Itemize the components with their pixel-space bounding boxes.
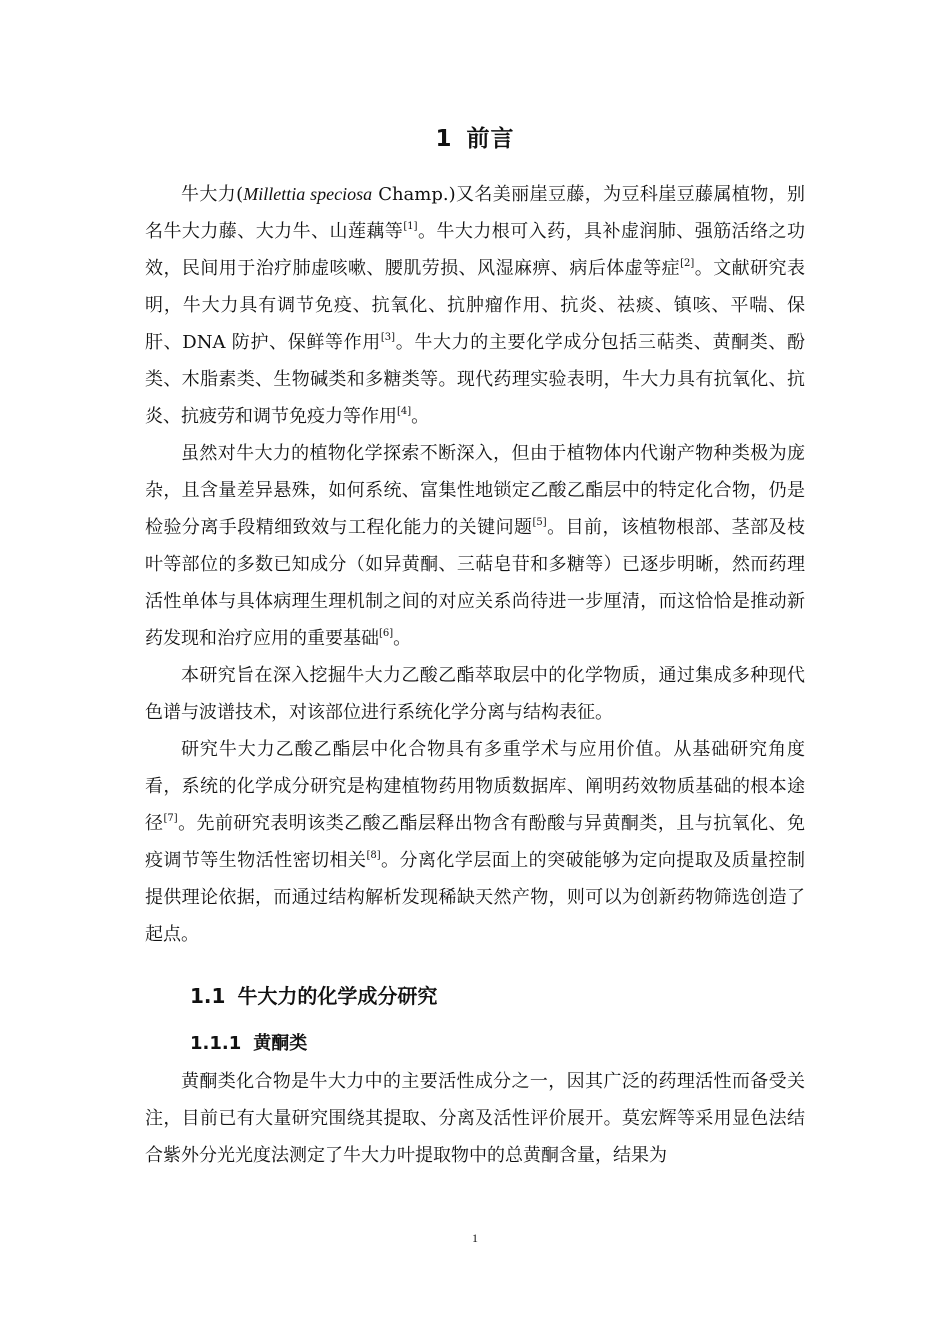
citation-8: [8]: [366, 850, 381, 861]
subsection-heading: [190, 1029, 805, 1055]
chapter-number: 1: [435, 126, 453, 152]
section-title: 牛大力的化学成分研究: [237, 984, 438, 1008]
citation-2: [2]: [680, 258, 695, 269]
latin-name: Millettia speciosa: [243, 184, 373, 204]
paragraph-challenges: 虽然对牛大力的植物化学探索不断深入，但由于植物体内代谢产物种类极为庞杂，且含量差异悬殊，如何系统、富集性地锁定乙酸乙酯层中的特定化合物，仍是检验分离手段精细致效与工程化能力的关键问题[5]。目前，该植物根部、茎部及枝叶等部位的多数已知成分（如异黄酮、三萜皂苷和多糖等）已逐步明晰，然而药理活性单体与具体病理生理机制之间的对应关系尚待进一步厘清，而这恰恰是推动新药发现和治疗应用的重要基础[6]。: [145, 443, 806, 649]
page-number: 1: [472, 1231, 478, 1245]
citation-1: [1]: [403, 221, 418, 232]
citation-3: [3]: [380, 332, 396, 343]
citation-7: [7]: [163, 813, 178, 824]
paragraph-intro: 牛大力(Millettia speciosa Champ.)又名美丽崖豆藤，为豆科崖豆藤属植物，别名牛大力藤、大力牛、山莲藕等[1]。牛大力根可入药，具补虚润肺、强筋活络之功效，民间用于治疗肺虚咳嗽、腰肌劳损、风湿麻痹、病后体虚等症[2]。文献研究表明，牛大力具有调节免疫、抗氧化、抗肿瘤作用、抗炎、祛痰、镇咳、平喘、保肝、DNA 防护、保鲜等作用[3]。牛大力的主要化学成分包括三萜类、黄酮类、酚类、木脂素类、生物碱类和多糖类等。现代药理实验表明，牛大力具有抗氧化、抗炎、抗疲劳和调节免疫力等作用[4]。: [145, 184, 806, 427]
section-number: 1.1: [190, 984, 226, 1008]
citation-4: [4]: [397, 406, 412, 417]
citation-6: [6]: [379, 628, 394, 639]
chapter-heading: [145, 120, 805, 153]
section-heading: [190, 980, 805, 1009]
paragraph-flavonoids: 黄酮类化合物是牛大力中的主要活性成分之一，因其广泛的药理活性而备受关注，目前已有大量研究围绕其提取、分离及活性评价展开。莫宏辉等采用显色法结合紫外分光光度法测定了牛大力叶提取物中的总黄酮含量，结果为: [145, 1071, 805, 1166]
paragraph-value: 研究牛大力乙酸乙酯层中化合物具有多重学术与应用价值。从基础研究角度看，系统的化学成分研究是构建植物药用物质数据库、阐明药效物质基础的根本途径[7]。先前研究表明该类乙酸乙酯层释出物含有酚酸与异黄酮类，且与抗氧化、免疫调节等生物活性密切相关[8]。分离化学层面上的突破能够为定向提取及质量控制提供理论依据，而通过结构解析发现稀缺天然产物，则可以为创新药物筛选创造了起点。: [145, 739, 806, 945]
chapter-title: 前言: [466, 126, 515, 152]
subsection-number: 1.1.1: [190, 1033, 242, 1054]
document-page: [145, 120, 805, 1174]
citation-5: [5]: [532, 517, 547, 528]
subsection-title: 黄酮类: [253, 1033, 308, 1054]
paragraph-aim: 本研究旨在深入挖掘牛大力乙酸乙酯萃取层中的化学物质，通过集成多种现代色谱与波谱技术，对该部位进行系统化学分离与结构表征。: [145, 665, 805, 723]
